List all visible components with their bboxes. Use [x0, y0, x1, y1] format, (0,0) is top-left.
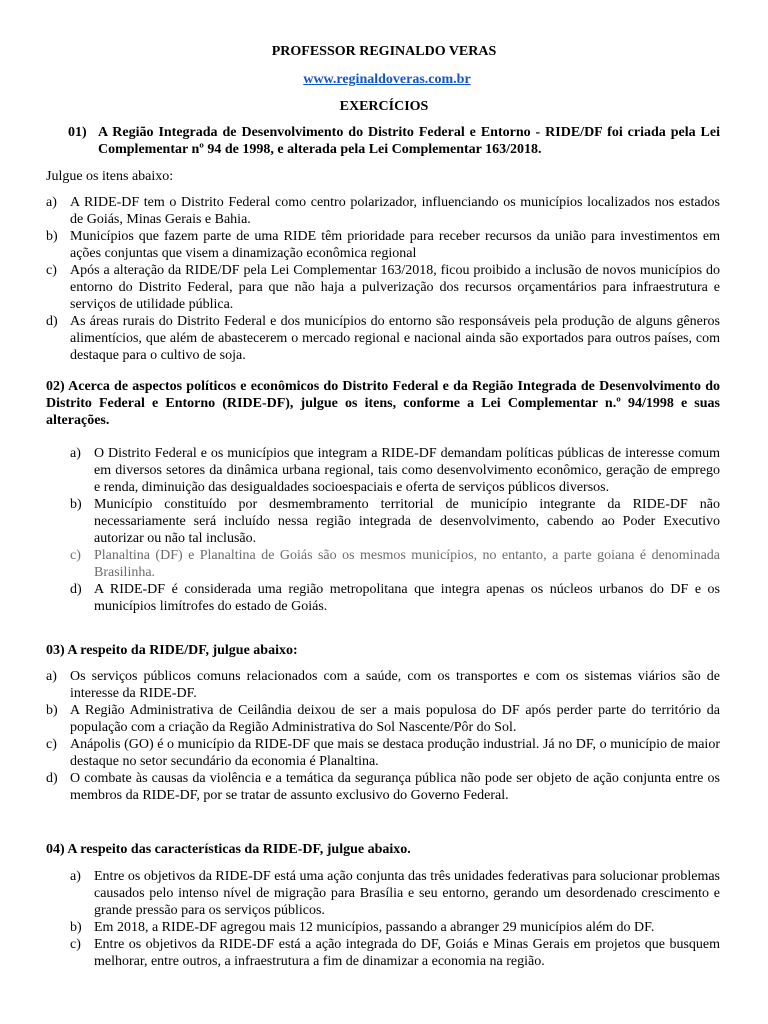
website-link[interactable]: www.reginaldoveras.com.br: [303, 72, 471, 87]
list-item: a) O Distrito Federal e os municípios que integram a RIDE-DF demandam políticas públicas de interesse comum em diversos setores da dinâmica urbana regional, tais como desenvolvimento econômico, geração de emprego e renda, diminuição das desigualdades socioespaciais e oferta de serviços públicos diversos.: [70, 446, 720, 495]
question-2-items: [46, 445, 720, 615]
page-title: PROFESSOR REGINALDO VERAS: [271, 44, 497, 59]
question-4-heading: 04) A respeito das características da RIDE-DF, julgue abaixo.: [46, 842, 411, 857]
list-item: c) Entre os objetivos da RIDE-DF está a ação integrada do DF, Goiás e Minas Gerais em projetos que busquem melhorar, entre outros, a infraestrutura a fim de dinamizar a economia na região.: [70, 937, 720, 969]
question-1-items: [46, 194, 720, 364]
list-item: c) Anápolis (GO) é o município da RIDE-DF que mais se destaca produção industrial. Já no DF, o município de maior destaque no setor secundário da economia é Planaltina.: [46, 737, 720, 769]
question-1-text: A Região Integrada de Desenvolvimento do Distrito Federal e Entorno - RIDE/DF foi criada pela Lei Complementar nº 94 de 1998, e alterada pela Lei Complementar 163/2018.: [98, 125, 720, 157]
question-4-items: [46, 868, 720, 970]
list-item: b) Municípios que fazem parte de uma RIDE têm prioridade para receber recursos da união para investimentos em ações conjuntas que visem a dinamização econômica regional: [46, 229, 720, 261]
question-1: [46, 124, 720, 158]
list-item: b) Município constituído por desmembramento territorial de município integrante da RIDE-DF não necessariamente será incluído nessa região integrada de desenvolvimento, cabendo ao Poder Executivo autorizar ou não tal inclusão.: [70, 497, 720, 546]
question-1-number: 01): [68, 125, 87, 140]
question-2-heading: 02) Acerca de aspectos políticos e econômicos do Distrito Federal e da Região Integrada de Desenvolvimento do Distrito Federal e Entorno (RIDE-DF), julgue os itens, conforme a Lei Complementar n.º 94/1998 e suas alterações.: [46, 379, 720, 428]
section-title: EXERCÍCIOS: [339, 99, 429, 114]
question-3-items: [46, 668, 720, 804]
list-item: d) A RIDE-DF é considerada uma região metropolitana que integra apenas os núcleos urbanos do DF e os municípios limítrofes do estado de Goiás.: [70, 582, 720, 614]
list-item: c) Após a alteração da RIDE/DF pela Lei Complementar 163/2018, ficou proibido a inclusão de novos municípios do entorno do Distrito Federal, para que não haja a pulverização dos recursos orçamentários para infraestrutura e serviços de utilidade pública.: [46, 263, 720, 312]
question-1-instruction: Julgue os itens abaixo:: [46, 169, 174, 184]
list-item: d) O combate às causas da violência e a temática da segurança pública não pode ser objeto de ação conjunta entre os membros da RIDE-DF, por se tratar de assunto exclusivo do Governo Federal.: [46, 771, 720, 803]
list-item: b) Em 2018, a RIDE-DF agregou mais 12 municípios, passando a abranger 29 municípios além do DF.: [70, 920, 655, 935]
list-item: a) Os serviços públicos comuns relacionados com a saúde, com os transportes e com os sistemas viários são de interesse da RIDE-DF.: [46, 669, 720, 701]
list-item: a) Entre os objetivos da RIDE-DF está uma ação conjunta das três unidades federativas para solucionar problemas causados pelo intenso nível de migração para Brasília e seu entorno, gerando um desordenado crescimento e grande pressão para os serviços públicos.: [70, 869, 720, 918]
list-item: d) As áreas rurais do Distrito Federal e dos municípios do entorno são responsáveis pela produção de alguns gêneros alimentícios, que além de abastecerem o mercado regional e nacional ainda são exportados para outros países, com destaque para o cultivo de soja.: [46, 314, 720, 363]
list-item: b) A Região Administrativa de Ceilândia deixou de ser a mais populosa do DF após perder parte do território da população com a criação da Região Administrativa do Sol Nascente/Pôr do Sol.: [46, 703, 720, 735]
list-item: a) A RIDE-DF tem o Distrito Federal como centro polarizador, influenciando os municípios localizados nos estados de Goiás, Minas Gerais e Bahia.: [46, 195, 720, 227]
list-item: c) Planaltina (DF) e Planaltina de Goiás são os mesmos municípios, no entanto, a parte goiana é denominada Brasilinha.: [70, 548, 720, 580]
question-1-heading: [46, 124, 720, 158]
question-3-heading: 03) A respeito da RIDE/DF, julgue abaixo:: [46, 643, 298, 658]
